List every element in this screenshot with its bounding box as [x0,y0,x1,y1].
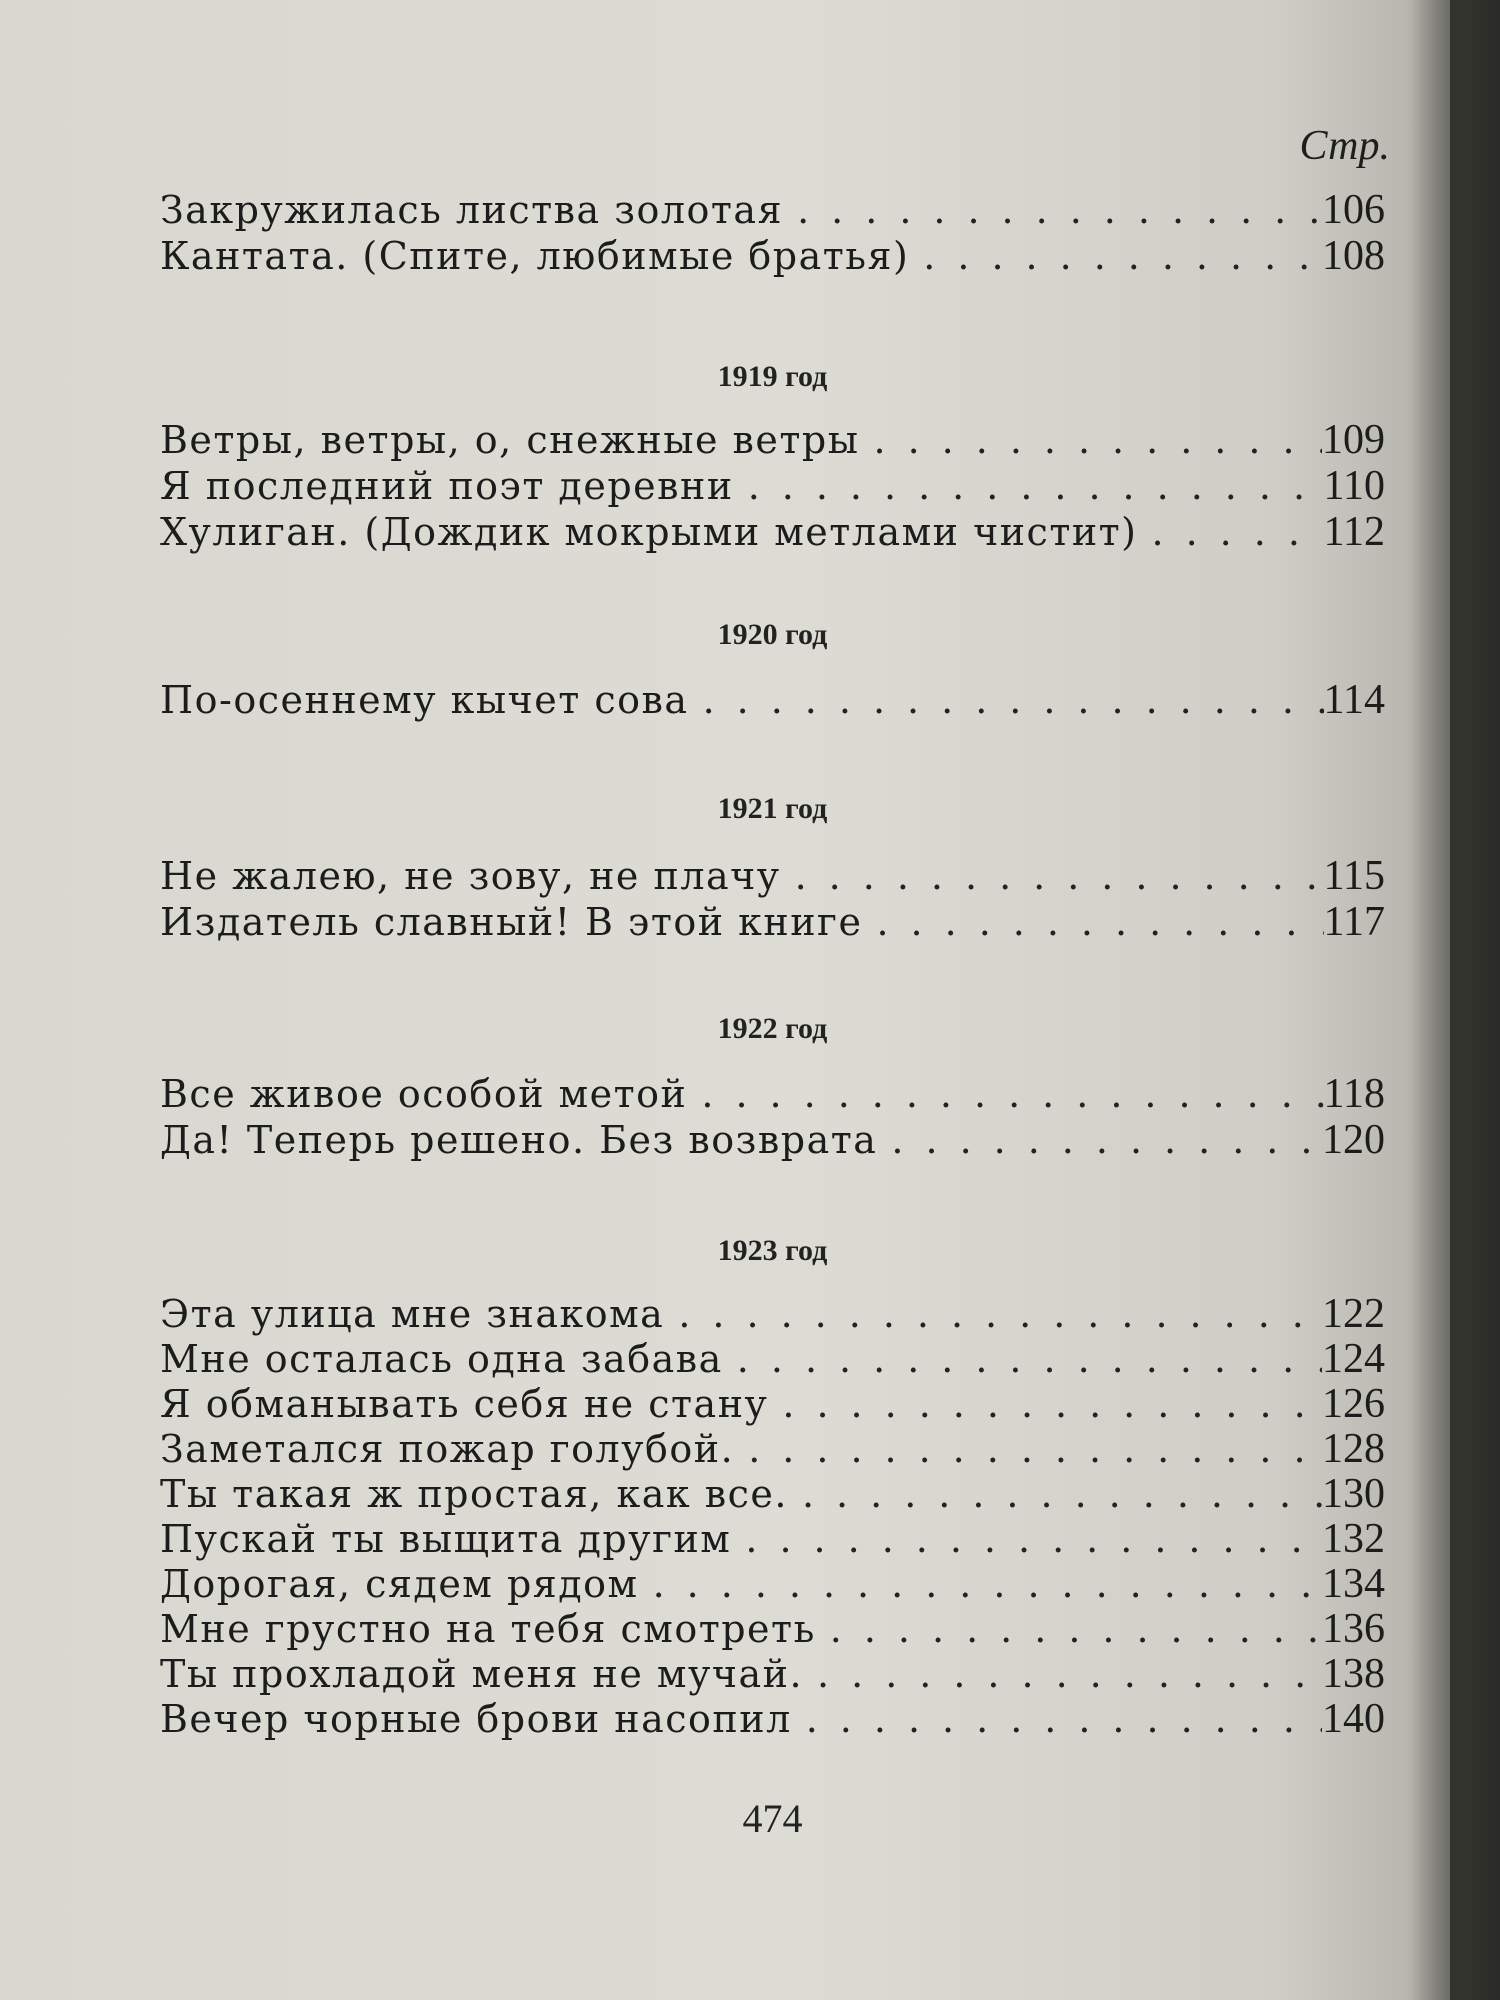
toc-entry-title: Не жалею, не зову, не плачу [160,854,781,898]
page-column-label: Стр. [1299,123,1390,169]
leader-dots [909,234,1322,278]
toc-entry-page: 106 [1322,187,1385,233]
leader-dots [689,678,1324,722]
toc-entry-title: По-осеннему кычет сова [160,678,689,722]
toc-entry-page: 114 [1323,677,1385,723]
toc-entry [160,1290,1385,1336]
toc-entry-title: Ты такая ж простая, как все. [160,1472,788,1516]
toc-entry-page: 120 [1322,1117,1385,1163]
toc-entry-page: 108 [1322,233,1385,279]
toc-entry [160,1380,1385,1426]
toc-entry [160,1515,1385,1561]
year-heading: 1923 год [717,1234,828,1267]
leader-dots [734,464,1324,508]
leader-dots [768,1382,1322,1426]
leader-dots [783,188,1322,232]
toc-entry-title: Закружилась листва золотая [160,188,784,232]
toc-entry-title: Кантата. (Спите, любимые братья) [160,234,910,278]
toc-entry [160,186,1385,232]
toc-entry-title: Да! Теперь решено. Без возврата [160,1118,878,1162]
leader-dots [803,1652,1322,1696]
toc-entry-title: Заметался пожар голубой. [160,1427,735,1471]
year-heading: 1922 год [717,1012,828,1045]
leader-dots [723,1337,1322,1381]
leader-dots [731,1517,1322,1561]
leader-dots [687,1072,1323,1116]
toc-entry-page: 126 [1322,1381,1385,1427]
toc-entry [160,462,1385,508]
year-heading: 1920 год [717,618,828,651]
toc-entry-page: 134 [1322,1561,1385,1607]
page-number: 474 [742,1796,803,1841]
toc-entry [160,1116,1385,1162]
toc-entry-page: 132 [1322,1516,1385,1562]
toc-entry [160,1335,1385,1381]
leader-dots [792,1697,1322,1741]
toc-entry [160,1070,1385,1116]
leader-dots [877,1118,1322,1162]
toc-entry-page: 110 [1323,463,1385,509]
toc-entry [160,898,1385,944]
toc-entry [160,1425,1385,1471]
toc-entry-title: Хулиган. (Дождик мокрыми метлами чистит) [160,510,1138,554]
toc-entry [160,1470,1385,1516]
toc-entry-page: 130 [1322,1471,1385,1517]
toc-entry [160,852,1385,898]
book-gutter-shadow [1410,0,1500,2000]
leader-dots [860,418,1323,462]
toc-entry [160,1605,1385,1651]
toc-entry-page: 118 [1323,1071,1385,1117]
toc-entry [160,232,1385,278]
toc-entry-page: 128 [1322,1426,1385,1472]
leader-dots [781,854,1324,898]
toc-entry-title: Издатель славный! В этой книге [160,900,863,944]
toc-entry-title: Ветры, ветры, о, снежные ветры [160,418,860,462]
year-heading: 1919 год [717,360,828,393]
leader-dots [1138,510,1324,554]
toc-entry-title: Пускай ты выщита другим [160,1517,732,1561]
toc-entry [160,1560,1385,1606]
toc-entry [160,676,1385,722]
toc-entry-page: 112 [1323,509,1385,555]
toc-entry-page: 109 [1322,417,1385,463]
toc-entry-title: Я обманывать себя не стану [160,1382,769,1426]
toc-entry-title: Все живое особой метой [160,1072,688,1116]
toc-entry [160,1695,1385,1741]
leader-dots [788,1472,1322,1516]
toc-entry-page: 122 [1322,1291,1385,1337]
toc-entry-title: Эта улица мне знакома [160,1292,665,1336]
toc-entry-page: 138 [1322,1651,1385,1697]
leader-dots [664,1292,1322,1336]
leader-dots [734,1427,1322,1471]
toc-entry-page: 140 [1322,1696,1385,1742]
leader-dots [816,1607,1322,1651]
leader-dots [862,900,1323,944]
toc-entry [160,416,1385,462]
toc-entry-title: Мне грустно на тебя смотреть [160,1607,816,1651]
toc-entry-title: Дорогая, сядем рядом [160,1562,639,1606]
toc-entry-title: Мне осталась одна забава [160,1337,723,1381]
toc-entry-title: Вечер чорные брови насопил [160,1697,792,1741]
leader-dots [639,1562,1322,1606]
toc-entry-page: 124 [1322,1336,1385,1382]
year-heading: 1921 год [717,792,828,825]
toc-entry-title: Я последний поэт деревни [160,464,734,508]
toc-entry-page: 136 [1322,1606,1385,1652]
toc-entry-page: 115 [1323,853,1385,899]
toc-entry-title: Ты прохладой меня не мучай. [160,1652,804,1696]
toc-entry [160,1650,1385,1696]
toc-entry-page: 117 [1323,899,1385,945]
toc-entry [160,508,1385,554]
